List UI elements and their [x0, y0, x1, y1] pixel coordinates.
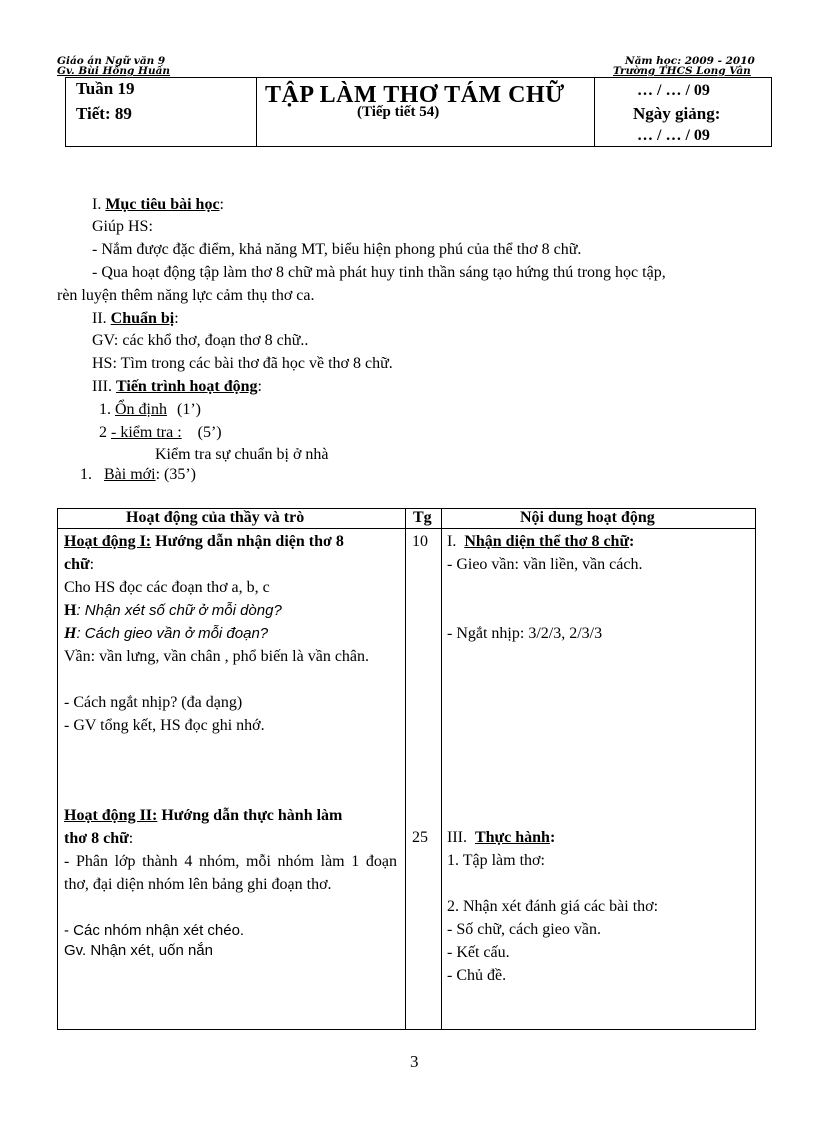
activity-1-colon: :	[89, 556, 95, 573]
header-divider-right	[594, 78, 595, 146]
activity-2-colon: :	[128, 830, 134, 847]
activity-2-title	[64, 804, 399, 850]
section-2-title: Chuẩn bị	[110, 310, 175, 327]
section-1-colon: :	[219, 196, 224, 213]
content-2-colon: :	[549, 829, 556, 846]
content-2-line-1: 1. Tập làm thơ:	[447, 852, 545, 869]
section-2-line-1: GV: các khổ thơ, đoạn thơ 8 chữ..	[92, 332, 309, 349]
content-2-line-4: - Kết cấu.	[447, 944, 510, 961]
content-1-title: Nhận diện thể thơ 8 chữ	[464, 533, 630, 550]
section-2-colon: :	[174, 310, 179, 327]
activity-1-title-line-2	[64, 553, 399, 576]
content-2-title: Thực hành	[474, 829, 550, 846]
date-1: … / … / 09	[637, 82, 710, 99]
section-2-line-2: HS: Tìm trong các bài thơ đã học về thơ 8 chữ.	[92, 355, 393, 372]
activity-1-title	[64, 530, 399, 576]
step-1-time: (1’)	[177, 401, 201, 418]
activity-2-desc-cont: thơ 8 chữ	[64, 830, 129, 847]
step-1-title: Ổn định	[115, 401, 167, 418]
header-left-line1: Giáo án Ngữ văn 9	[57, 55, 166, 67]
table-header-divider	[58, 528, 755, 529]
date-2: … / … / 09	[637, 127, 710, 144]
content-1-number: I.	[447, 533, 457, 550]
activity-1-time: 10	[412, 533, 428, 550]
col-activity-header: Hoạt động của thầy và trò	[126, 509, 305, 526]
activity-1-line-3: - Cách ngắt nhịp? (đa dạng)	[64, 694, 243, 711]
step-1	[99, 401, 201, 419]
section-1-line-3: - Qua hoạt động tập làm thơ 8 chữ mà phát huy tinh thần sáng tạo hứng thú trong học tập,	[92, 264, 666, 281]
content-1-line-1: - Gieo vần: vần liền, vần cách.	[447, 556, 643, 573]
activity-2-line-1: - Phân lớp thành 4 nhóm, mỗi nhóm làm 1 đoạn thơ, đại diện nhóm lên bảng ghi đoạn thơ.	[64, 853, 397, 893]
activity-1-line-2: Vần: vần lưng, vần chân , phổ biến là vần chân.	[64, 648, 370, 665]
activity-2-line-2: - Các nhóm nhận xét chéo.	[64, 922, 245, 939]
step-3	[80, 466, 196, 484]
table-divider-1	[405, 509, 406, 1029]
content-2-number: III.	[447, 829, 467, 846]
activity-2-title-line-1	[64, 804, 399, 827]
activity-1-label: Hoạt động I:	[64, 533, 152, 550]
step-3-title: Bài mới	[104, 466, 156, 483]
step-1-number: 1.	[99, 401, 111, 418]
table-divider-2	[441, 509, 442, 1029]
header-divider-left	[256, 78, 257, 146]
step-2-detail: Kiểm tra sự chuẩn bị ở nhà	[155, 446, 329, 463]
activity-2-label: Hoạt động II:	[64, 807, 158, 824]
teaching-day-label: Ngày giảng:	[633, 104, 721, 123]
col-content-header: Nội dung hoạt động	[520, 509, 655, 526]
page-number: 3	[410, 1052, 419, 1071]
section-3-colon: :	[257, 378, 262, 395]
header-left-line2: Gv. Bùi Hồng Huấn	[57, 65, 171, 77]
section-1-line-2: - Nắm được đặc điểm, khả năng MT, biểu hiện phong phú của thể thơ 8 chữ.	[92, 241, 582, 258]
content-1-heading	[447, 530, 634, 553]
activity-1-question-1	[64, 599, 282, 622]
question-1-text: : Nhận xét số chữ ở mỗi dòng?	[76, 602, 282, 619]
section-1-heading	[92, 196, 224, 214]
header-right-line2: Trường THCS Long Vân	[613, 65, 751, 77]
content-1-colon: :	[629, 533, 635, 550]
activity-2-time: 25	[412, 829, 428, 846]
activity-1-line-1: Cho HS đọc các đoạn thơ a, b, c	[64, 579, 270, 596]
question-1-label: H	[64, 602, 77, 619]
content-1-line-2: - Ngắt nhịp: 3/2/3, 2/3/3	[447, 625, 603, 642]
step-2-title: - kiểm tra :	[111, 424, 182, 441]
step-2-number: 2	[99, 424, 107, 441]
step-3-number: 1.	[80, 466, 92, 483]
page-title: TẬP LÀM THƠ TÁM CHỮ	[265, 82, 565, 108]
activity-2-desc: Hướng dẫn thực hành làm	[157, 807, 343, 824]
week-label: Tuần 19	[76, 79, 135, 98]
content-2-line-3: - Số chữ, cách gieo vần.	[447, 921, 601, 938]
section-2-heading	[92, 310, 179, 328]
section-3-number: III.	[92, 378, 112, 395]
header-right-line1: Năm học: 2009 - 2010	[625, 55, 755, 67]
period-label: Tiết: 89	[76, 104, 132, 123]
step-3-time: : (35’)	[155, 466, 197, 483]
activity-1-question-2	[64, 622, 268, 645]
activity-2-title-line-2	[64, 827, 399, 850]
section-3-heading	[92, 378, 262, 396]
page-subtitle: (Tiếp tiết 54)	[357, 104, 440, 120]
col-time-header: Tg	[413, 509, 432, 526]
section-1-number: I.	[92, 196, 102, 213]
content-2-line-2: 2. Nhận xét đánh giá các bài thơ:	[447, 898, 659, 915]
question-2-label: H	[64, 625, 77, 642]
section-1-line-1: Giúp HS:	[92, 218, 153, 235]
section-1-title: Mục tiêu bài học	[105, 196, 220, 213]
activity-1-line-4: - GV tổng kết, HS đọc ghi nhớ.	[64, 717, 265, 734]
activity-1-desc-cont: chữ	[64, 556, 90, 573]
activity-1-desc: Hướng dẫn nhận diện thơ 8	[151, 533, 344, 550]
content-2-line-5: - Chủ đề.	[447, 967, 507, 984]
step-2	[99, 424, 222, 442]
step-2-time: (5’)	[197, 424, 222, 441]
activity-2-line-3: Gv. Nhận xét, uốn nắn	[64, 942, 213, 959]
content-2-heading	[447, 826, 555, 849]
section-1-line-4: rèn luyện thêm năng lực cảm thụ thơ ca.	[57, 287, 315, 304]
section-3-title: Tiến trình hoạt động	[115, 378, 258, 395]
question-2-text: : Cách gieo vần ở mỗi đoạn?	[76, 625, 269, 642]
activity-1-title-line-1	[64, 530, 399, 553]
section-2-number: II.	[92, 310, 107, 327]
